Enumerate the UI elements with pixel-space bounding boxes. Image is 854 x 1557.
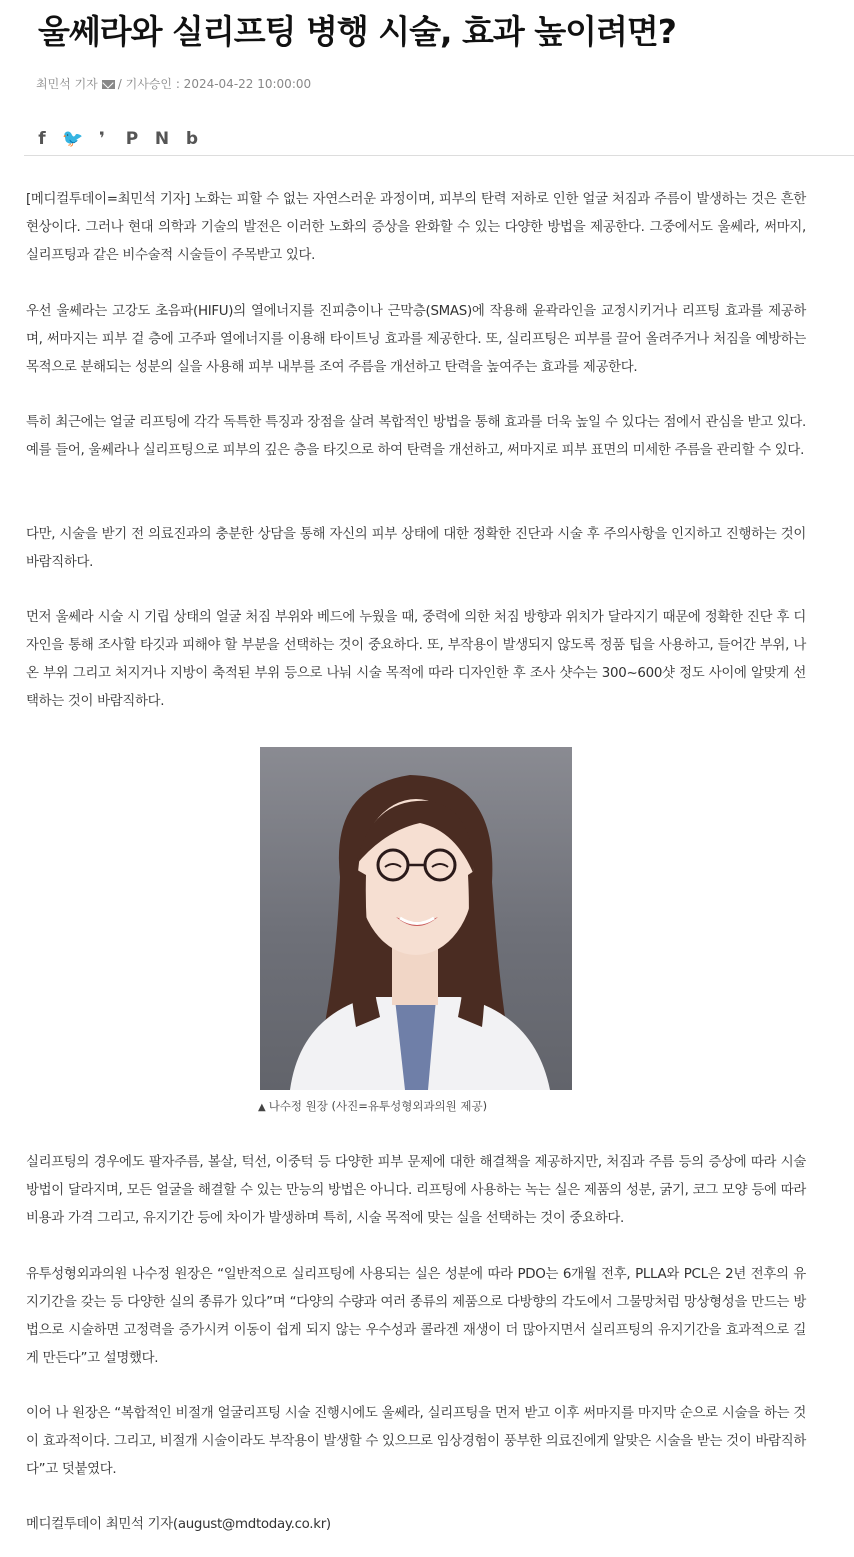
doctor-photo [260, 747, 572, 1090]
pinterest-icon[interactable]: P [125, 129, 139, 149]
facebook-icon[interactable]: f [38, 129, 46, 149]
byline [36, 74, 311, 94]
body-paragraph-2: 우선 울쎄라는 고강도 초음파(HIFU)의 열에너지를 진피층이나 근막층(SMAS)에 작용해 윤곽라인을 교정시키거나 리프팅 효과를 제공하며, 써마지는 피부 겉 층에 고주파 열에너지를 이용해 타이트닝 효과를 제공한다. 또, 실리프팅은 피부를 끌어 올려주거나 처짐을 예방하는 목적으로 분해되는 성분의 실을 사용해 피부 내부를 조여 주름을 개선하고 탄력을 높여주는 효과를 제공한다. [26, 304, 806, 375]
photo-caption [258, 1096, 487, 1116]
reporter-name[interactable]: 최민석 기자 [36, 77, 98, 91]
body-paragraph-4: 다만, 시술을 받기 전 의료진과의 충분한 상담을 통해 자신의 피부 상태에 대한 정확한 진단과 시술 후 주의사항을 인지하고 진행하는 것이 바람직하다. [26, 527, 806, 570]
body-paragraph-1: [메디컬투데이=최민석 기자] 노화는 피할 수 없는 자연스러운 과정이며, 피부의 탄력 저하로 인한 얼굴 처짐과 주름이 발생하는 것은 흔한 현상이다. 그러나 현대 의학과 기술의 발전은 이러한 노화의 증상을 완화할 수 있는 다양한 방법을 제공한다. 그중에서도 울쎄라, 써마지, 실리프팅과 같은 비수술적 시술들이 주목받고 있다. [26, 192, 806, 263]
naver-icon[interactable]: N [154, 129, 170, 149]
body-paragraph-6: 실리프팅의 경우에도 팔자주름, 볼살, 턱선, 이중턱 등 다양한 피부 문제에 대한 해결책을 제공하지만, 처짐과 주름 등의 증상에 따라 시술 방법이 달라지며, 모든 얼굴을 해결할 수 있는 만능의 방법은 아니다. 리프팅에 사용하는 녹는 실은 제품의 성분, 굵기, 코그 모양 등에 따라 비용과 가격 그리고, 유지기간 등에 차이가 발생하며 특히, 시술 목적에 맞는 실을 선택하는 것이 중요하다. [26, 1155, 806, 1226]
caption-text: 나수정 원장 (사진=유투성형외과의원 제공) [268, 1099, 488, 1113]
share-bar [32, 126, 202, 152]
reporter-signature: 메디컬투데이 최민석 기자(august@mdtoday.co.kr) [26, 1517, 331, 1532]
mail-icon[interactable] [102, 80, 115, 89]
approval-date: / 기사승인 : 2024-04-22 10:00:00 [117, 77, 312, 91]
body-paragraph-3: 특히 최근에는 얼굴 리프팅에 각각 독특한 특징과 장점을 살려 복합적인 방법을 통해 효과를 더욱 높일 수 있다는 점에서 관심을 받고 있다. 예를 들어, 울쎄라나 실리프팅으로 피부의 깊은 층을 타깃으로 하여 탄력을 개선하고, 써마지로 피부 표면의 미세한 주름을 관리할 수 있다. [26, 415, 806, 458]
kakaostory-icon[interactable]: ❜ [99, 129, 105, 149]
article-title: 울쎄라와 실리프팅 병행 시술, 효과 높이려면? [38, 12, 676, 51]
body-paragraph-7: 유투성형외과의원 나수정 원장은 “일반적으로 실리프팅에 사용되는 실은 성분에 따라 PDO는 6개월 전후, PLLA와 PCL은 2년 전후의 유지기간을 갖는 등 다양한 실의 종류가 있다”며 “다양의 수량과 여러 종류의 제품으로 다방향의 각도에서 그물망처럼 망상형성을 만드는 방법으로 시술하면 고정력을 증가시켜 이동이 쉽게 되지 않는 우수성과 콜라겐 재생이 더 많아지면서 실리프팅의 유지기간을 효과적으로 길게 만든다”고 설명했다. [26, 1267, 806, 1366]
body-paragraph-5: 먼저 울쎄라 시술 시 기립 상태의 얼굴 처짐 부위와 베드에 누웠을 때, 중력에 의한 처짐 방향과 위치가 달라지기 때문에 정확한 진단 후 디자인을 통해 조사할 타깃과 피해야 할 부분을 선택하는 것이 중요하다. 또, 부작용이 발생되지 않도록 정품 팁을 사용하고, 들어간 부위, 나온 부위 그리고 처지거나 지방이 축적된 부위 등으로 나눠 시술 목적에 따라 디자인한 후 조사 샷수는 300~600샷 정도 사이에 알맞게 선택하는 것이 바람직하다. [26, 610, 806, 709]
body-paragraph-8: 이어 나 원장은 “복합적인 비절개 얼굴리프팅 시술 진행시에도 울쎄라, 실리프팅을 먼저 받고 이후 써마지를 마지막 순으로 시술을 하는 것이 효과적이다. 그리고, 비절개 시술이라도 부작용이 발생할 수 있으므로 임상경험이 풍부한 의료진에게 알맞은 시술을 받는 것이 바람직하다”고 덧붙였다. [26, 1406, 806, 1477]
twitter-icon[interactable]: 🐦 [62, 129, 84, 149]
caption-triangle-icon: ▲ [258, 1102, 266, 1113]
header-divider [24, 155, 854, 156]
portrait-illustration [260, 747, 572, 1090]
band-icon[interactable]: b [185, 129, 199, 149]
